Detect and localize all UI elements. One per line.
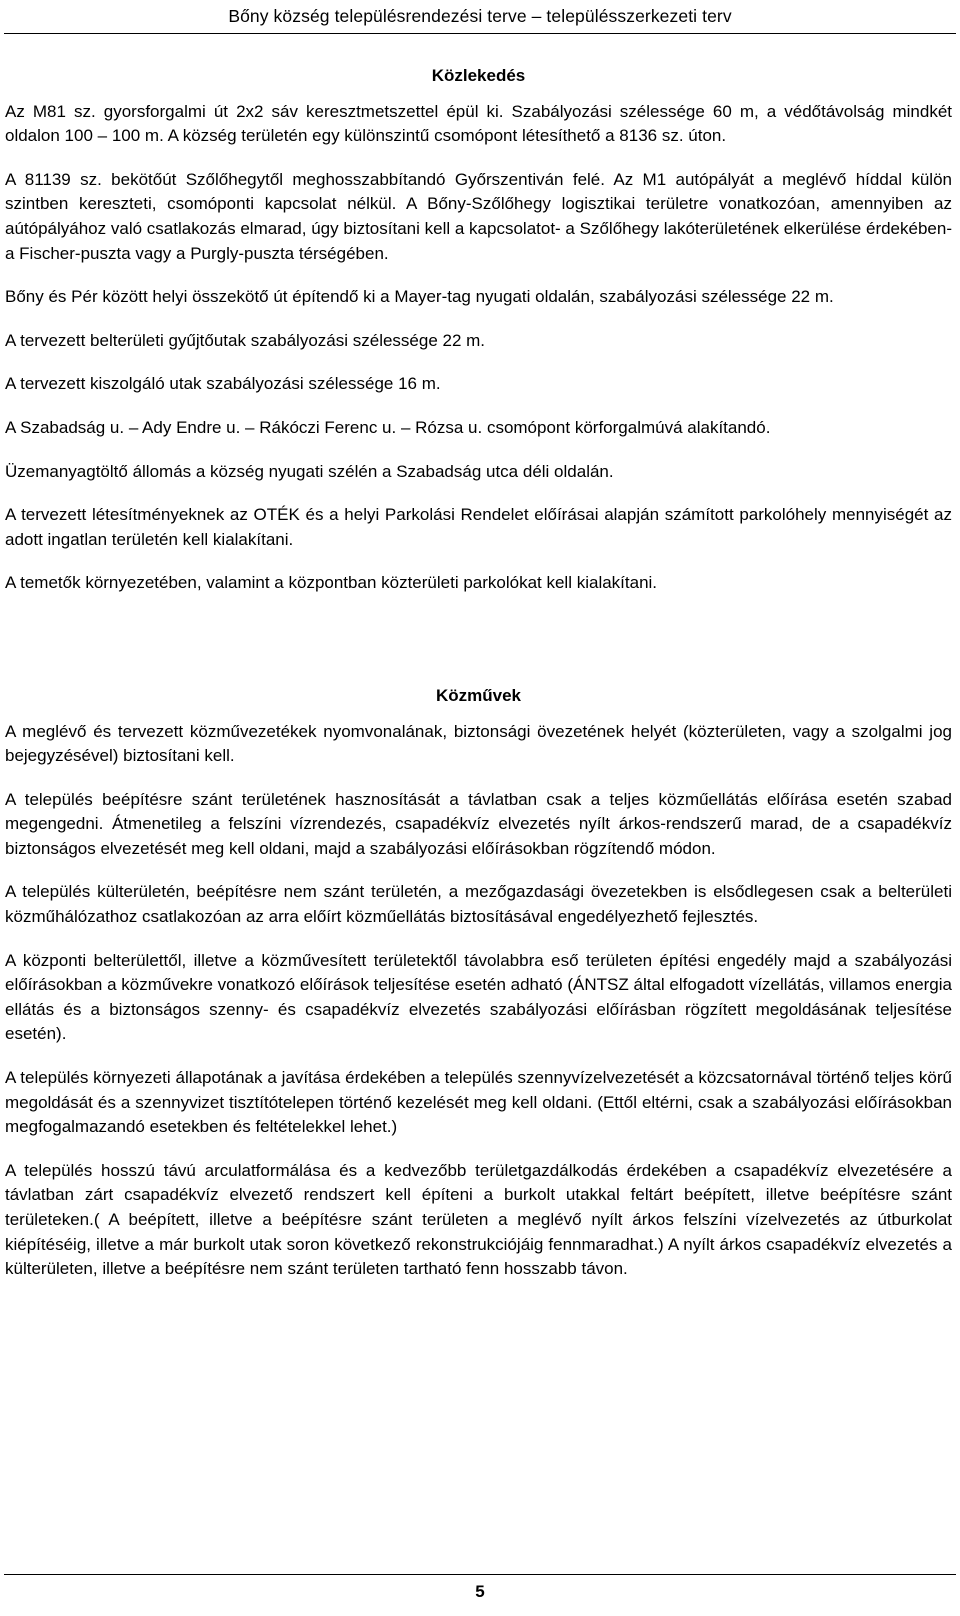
paragraph: A település környezeti állapotának a javítása érdekében a település szennyvízelvezetését a közcsatornával történő teljes körű megoldását és a szennyvizet tisztítótelepen történő kezelését meg kell oldani. (Ettől eltérni, csak a szabályozási előírásokban megfogalmazandó esetekben és feltételekkel lehet.) <box>5 1068 952 1137</box>
paragraph: A temetők környezetében, valamint a központban közterületi parkolókat kell kialakítani. <box>5 573 658 593</box>
paragraph: A tervezett belterületi gyűjtőutak szabályozási szélessége 22 m. <box>5 330 486 350</box>
paragraph: A meglévő és tervezett közművezetékek nyomvonalának, biztonsági övezetének helyét (közterületen, vagy a szolgalmi jog bejegyzésével) biztosítani kell. <box>5 721 952 766</box>
document-body <box>5 50 952 1301</box>
page-number: 5 <box>475 1582 485 1601</box>
paragraph: A település hosszú távú arculatformálása és a kedvezőbb területgazdálkodás érdekében a csapadékvíz elvezetésére a távlatban zárt csapadékvíz elvezető rendszert kell építeni a burkolt utakkal feltárt beépített, illetve beépítésre szánt területeken.( A beépített, illetve a beépítésre szánt területen a meglévő nyílt árkos felszíni vízelvezetés az útburkolat kiépítéséig, illetve a már burkolt utak soron következő rekonstrukciójáig fennmaradhat.) A nyílt árkos csapadékvíz elvezetés a külterületen, illetve a beépítésre nem szánt területen tartható fenn hosszabb távon. <box>5 1160 952 1279</box>
page-footer <box>0 1582 960 1602</box>
paragraph: Bőny és Pér között helyi összekötő út építendő ki a Mayer-tag nyugati oldalán, szabályozási szélessége 22 m. <box>5 287 834 307</box>
paragraph: Az M81 sz. gyorsforgalmi út 2x2 sáv keresztmetszettel épül ki. Szabályozási szélessége 60 m, a védőtávolság mindkét oldalon 100 – 100 m. A község területén egy különszintű csomópont létesíthető a 8136 sz. úton. <box>5 101 952 146</box>
paragraph: A központi belterülettől, illetve a közművesített területektől távolabbra eső területen építési engedély majd a szabályozási előírásokban a közművekre vonatkozó előírások teljesítése esetén adható (ÁNTSZ által elfogadott vízellátás, villamos energia ellátás és a biztonságos szenny- és csapadékvíz elvezetés szabályozási előírásban rögzített megoldásának teljesítése esetén). <box>5 950 952 1044</box>
paragraph: A település külterületén, beépítésre nem szánt területén, a mezőgazdasági övezetekben is elsődlegesen csak a belterületi közműhálózathoz csatlakozóan az arra előírt közműellátás biztosításával engedélyezhető fejlesztés. <box>5 882 952 927</box>
header-divider <box>4 33 956 34</box>
paragraph: A tervezett kiszolgáló utak szabályozási szélessége 16 m. <box>5 374 441 394</box>
section-title-kozmuvek: Közművek <box>435 685 522 705</box>
paragraph: A település beépítésre szánt területének hasznosítását a távlatban csak a teljes közműellátás előírása esetén szabad megengedni. Átmenetileg a felszíni vízrendezés, csapadékvíz elvezetés nyílt árkos-rendszerű marad, de a csapadékvíz biztonságos elvezetését meg kell oldani, majd a szabályozási előírásokban rögzítendő módon. <box>5 789 952 858</box>
section-title-kozlekedes: Közlekedés <box>431 66 526 85</box>
paragraph: Üzemanyagtöltő állomás a község nyugati szélén a Szabadság utca déli oldalán. <box>5 461 614 481</box>
footer-divider <box>4 1574 956 1575</box>
paragraph: A 81139 sz. bekötőút Szőlőhegytől meghosszabbítandó Győrszentiván felé. Az M1 autópályát a meglévő híddal külön szintben kereszteti, csomóponti kapcsolat nélkül. A Bőny-Szőlőhegy logisztikai területre vonatkozóan, amennyiben az aútópályához való csatlakozás elmarad, úgy biztosítani kell a kapcsolatot- a Szőlőhegy lakóterületének elkerülése érdekében- a Fischer-puszta vagy a Purgly-puszta térségében. <box>5 169 952 263</box>
document-title: Bőny község településrendezési terve – településszerkezeti terv <box>228 6 732 26</box>
page-header <box>0 0 960 34</box>
paragraph: A Szabadság u. – Ady Endre u. – Rákóczi Ferenc u. – Rózsa u. csomópont körforgalmúvá alakítandó. <box>5 417 771 437</box>
paragraph: A tervezett létesítményeknek az OTÉK és a helyi Parkolási Rendelet előírásai alapján számított parkolóhely mennyiségét az adott ingatlan területén kell kialakítani. <box>5 505 952 549</box>
